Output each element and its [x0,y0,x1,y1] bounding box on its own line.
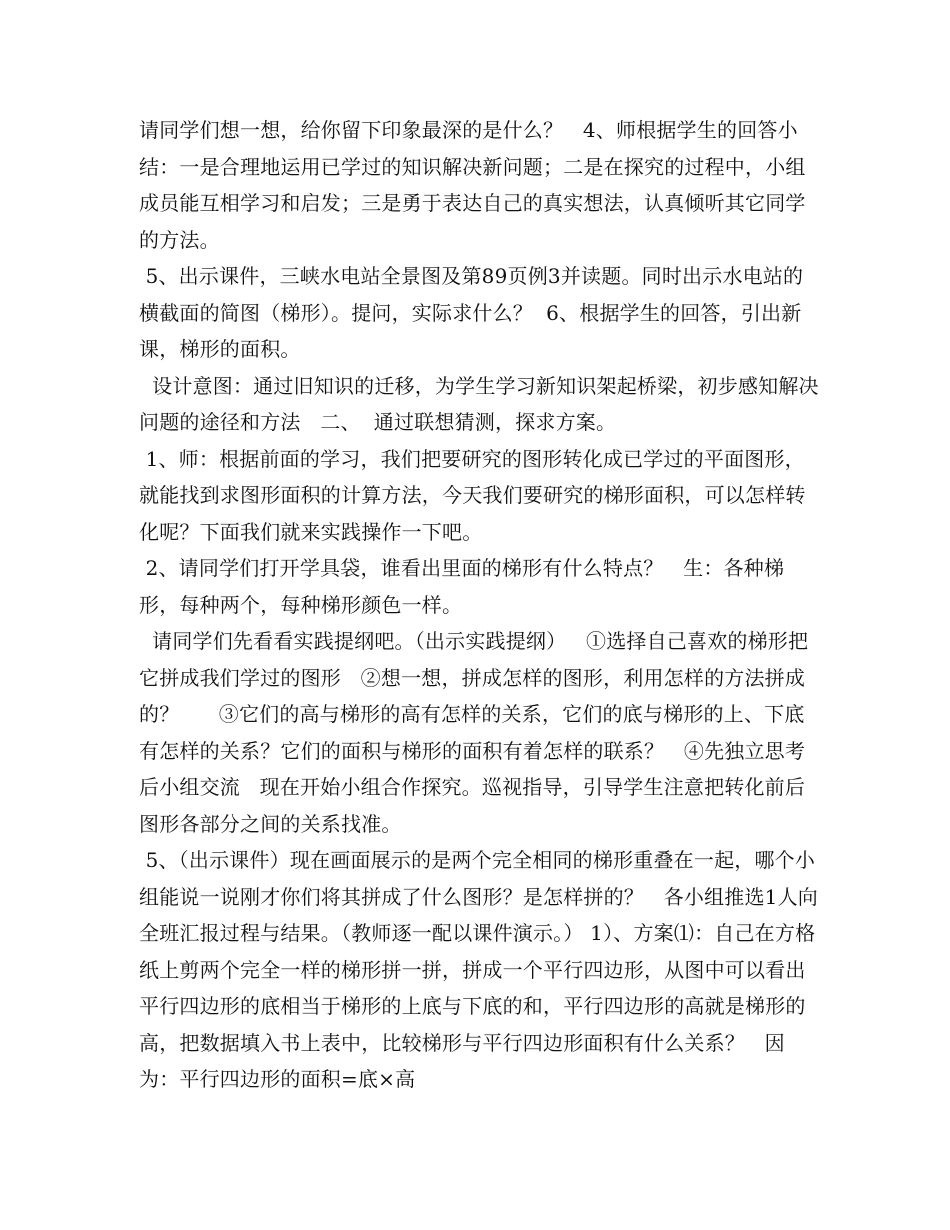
paragraph-reflection-summary: 请同学们想一想，给你留下印象最深的是什么？ 4、师根据学生的回答小结：一是合理地运用已学过的知识解决新问题；二是在探究的过程中，小组成员能互相学习和启发；三是勇于表达自己的真实想法，认真倾听其它同学的方法。 [139,118,806,252]
document-body [139,112,819,1098]
paragraph-transform-shapes: 1、师：根据前面的学习，我们把要研究的图形转化成已学过的平面图形，就能找到求图形面积的计算方法，今天我们要研究的梯形面积，可以怎样转化呢？下面我们就来实践操作一下吧。 [139,446,806,544]
paragraph-group-report: 5、（出示课件）现在画面展示的是两个完全相同的梯形重叠在一起，哪个小组能说一说刚才你们将其拼成了什么图形？是怎样拼的？ 各小组推选1人向全班汇报过程与结果。（教师逐一配以课件演示。） 1）、方案⑴：自己在方格纸上剪两个完全一样的梯形拼一拼，拼成一个平行四边形，从图中可以看出平行四边形的底相当于梯形的上底与下底的和，平行四边形的高就是梯形的高，把数据填入书上表中，比较梯形与平行四边形面积有什么关系？ 因为：平行四边形的面积=底×高 [139,848,818,1091]
paragraph-three-gorges-example: 5、出示课件，三峡水电站全景图及第89页例3并读题。同时出示水电站的横截面的简图（梯形）。提问，实际求什么？ 6、根据学生的回答，引出新课，梯形的面积。 [139,264,804,361]
paragraph-practice-outline: 请同学们先看看实践提纲吧。（出示实践提纲） ①选择自己喜欢的梯形把它拼成我们学过的图形 ②想一想，拼成怎样的图形，利用怎样的方法拼成的？ ③它们的高与梯形的高有怎样的关系，它们的底与梯形的上、下底有怎样的关系？它们的面积与梯形的面积有着怎样的联系？ ④先独立思考后小组交流 现在开始小组合作探究。巡视指导，引导学生注意把转化前后图形各部分之间的关系找准。 [139,629,809,836]
paragraph-trapezoid-kit: 2、请同学们打开学具袋，谁看出里面的梯形有什么特点？ 生：各种梯形，每种两个，每种梯形颜色一样。 [139,556,785,617]
paragraph-design-intent: 设计意图：通过旧知识的迁移，为学生学习新知识架起桥梁，初步感知解决问题的途径和方法 二、 通过联想猜测，探求方案。 [139,373,819,434]
